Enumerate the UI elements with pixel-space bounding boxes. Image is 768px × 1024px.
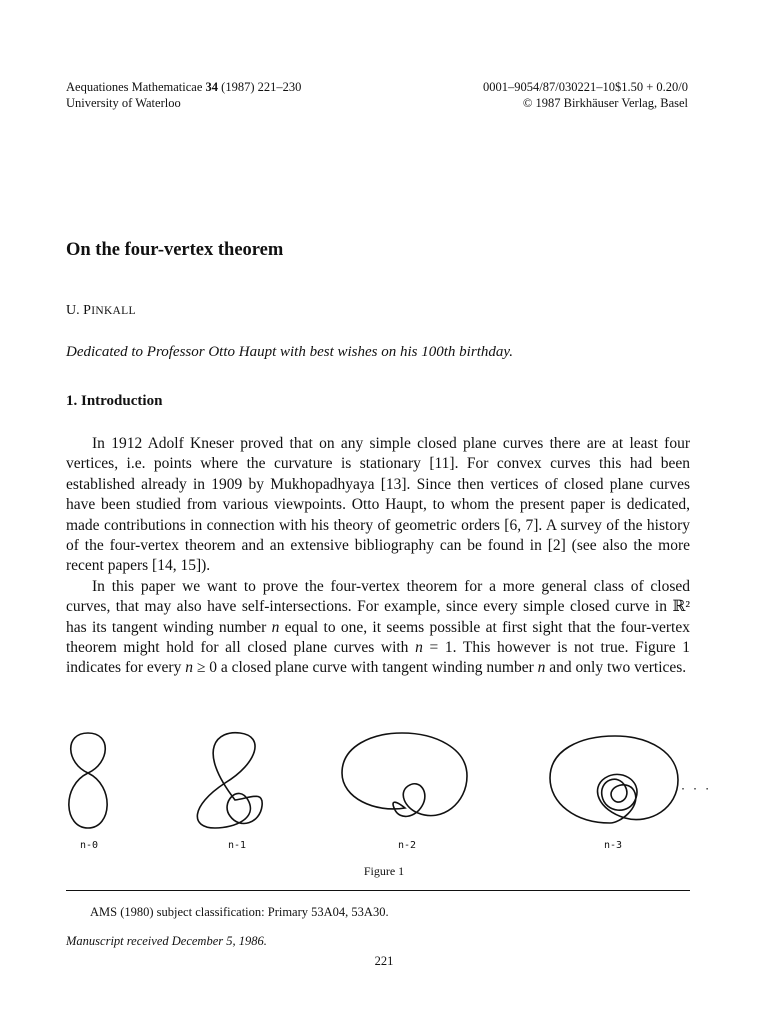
- author-initial: U.: [66, 303, 84, 318]
- ams-classification: AMS (1980) subject classification: Primary 53A04, 53A30.: [90, 905, 389, 919]
- curve-n1: [197, 733, 262, 828]
- footnote-divider: [66, 890, 690, 891]
- institution: University of Waterloo: [66, 96, 181, 110]
- page-number: 221: [374, 954, 394, 968]
- journal-volume: 34: [205, 80, 219, 94]
- article-code: 0001–9054/87/030221–10$1.50 + 0.20/0: [483, 80, 688, 94]
- figure-label-n2: n-2: [398, 840, 417, 851]
- introduction-body: [66, 434, 690, 679]
- figure-ellipsis: · · ·: [680, 784, 711, 795]
- journal-year-pages: (1987) 221–230: [221, 80, 302, 94]
- curve-n3-outer: [550, 736, 678, 823]
- paper-title: On the four-vertex theorem: [66, 240, 284, 260]
- figure-1-curves: [50, 728, 730, 858]
- section-heading: 1. Introduction: [66, 393, 163, 409]
- copyright: © 1987 Birkhäuser Verlag, Basel: [522, 96, 688, 110]
- paragraph: In this paper we want to prove the four-vertex theorem for a more general class of closed curves, that may also have self-intersections. For example, since every simple closed curve in ℝ² has its tangent winding number n equal to one, it seems possible at first sight that the four-vertex theorem might hold for all closed plane curves with n = 1. This however is not true. Figure 1 indicates for every n ≥ 0 a closed plane curve with tangent winding number n and only two vertices.: [66, 577, 690, 677]
- figure-label-n1: n-1: [228, 840, 247, 851]
- figure-label-n0: n-0: [80, 840, 99, 851]
- manuscript-received: Manuscript received December 5, 1986.: [66, 934, 267, 948]
- journal-header: [66, 79, 301, 111]
- paragraph: In 1912 Adolf Kneser proved that on any simple closed plane curves there are at least four vertices, i.e. points where the curvature is stationary [11]. For convex curves this had been established already in 1909 by Mukhopadhyaya [13]. Since then vertices of closed plane curves have been studied from various viewpoints. Otto Haupt, to whom the present paper is dedicated, made contributions in connection with his theory of geometric orders [6, 7]. A survey of the history of the four-vertex theorem and an extensive bibliography can be found in [2] (see also the more recent papers [14, 15]).: [66, 435, 690, 575]
- curve-n0: [69, 733, 107, 828]
- author: [66, 303, 136, 319]
- dedication: Dedicated to Professor Otto Haupt with best wishes on his 100th birthday.: [66, 344, 513, 360]
- journal-name: Aequationes Mathematicae: [66, 80, 203, 94]
- figure-caption: Figure 1: [363, 864, 405, 878]
- figure-label-n3: n-3: [604, 840, 623, 851]
- publisher-header: [483, 79, 688, 111]
- author-surname: PINKALL: [83, 303, 136, 318]
- curve-n2: [342, 733, 467, 816]
